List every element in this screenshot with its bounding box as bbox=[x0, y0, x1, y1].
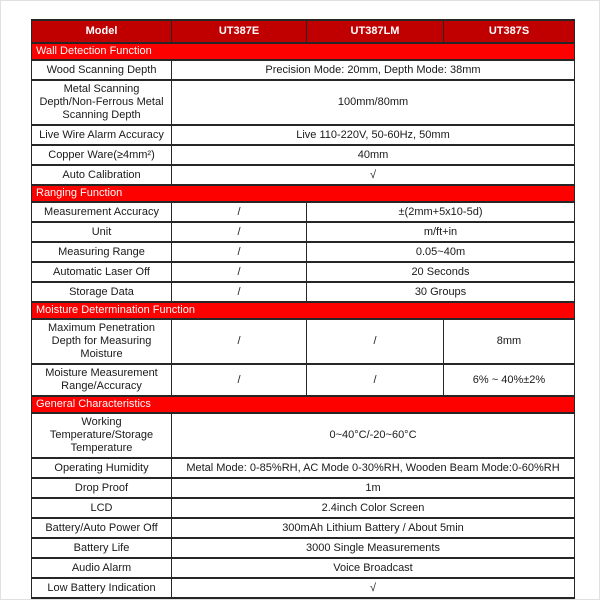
spec-value-cell: Metal Mode: 0-85%RH, AC Mode 0-30%RH, Wooden Beam Mode:0-60%RH bbox=[172, 458, 575, 478]
spec-value-cell: 8mm bbox=[444, 319, 575, 364]
spec-value-cell: / bbox=[172, 202, 307, 222]
spec-value-cell: 30 Groups bbox=[307, 282, 575, 302]
spec-row bbox=[32, 578, 575, 598]
spec-value-cell: / bbox=[172, 222, 307, 242]
spec-value-cell: / bbox=[172, 242, 307, 262]
spec-label-cell: Auto Calibration bbox=[32, 165, 172, 185]
product-column-header: UT387LM bbox=[307, 20, 444, 43]
spec-label-cell: Moisture Measurement Range/Accuracy bbox=[32, 364, 172, 396]
spec-row bbox=[32, 498, 575, 518]
spec-label-cell: Operating Humidity bbox=[32, 458, 172, 478]
section-title: Moisture Determination Function bbox=[32, 302, 575, 319]
spec-label-cell: Automatic Laser Off bbox=[32, 262, 172, 282]
product-column-header: UT387E bbox=[172, 20, 307, 43]
section-header-row bbox=[32, 43, 575, 60]
section-header-row bbox=[32, 185, 575, 202]
spec-row bbox=[32, 558, 575, 578]
spec-value-cell: Voice Broadcast bbox=[172, 558, 575, 578]
spec-row bbox=[32, 478, 575, 498]
section-header-row bbox=[32, 396, 575, 413]
spec-label-cell: Battery Life bbox=[32, 538, 172, 558]
spec-value-cell: 3000 Single Measurements bbox=[172, 538, 575, 558]
spec-comparison-table bbox=[31, 19, 575, 599]
spec-value-cell: / bbox=[172, 282, 307, 302]
spec-row bbox=[32, 518, 575, 538]
spec-value-cell: 6% ~ 40%±2% bbox=[444, 364, 575, 396]
spec-value-cell: 40mm bbox=[172, 145, 575, 165]
spec-value-cell: / bbox=[172, 262, 307, 282]
spec-value-cell: / bbox=[307, 364, 444, 396]
spec-row bbox=[32, 60, 575, 80]
product-column-header: UT387S bbox=[444, 20, 575, 43]
spec-value-cell: 100mm/80mm bbox=[172, 80, 575, 125]
section-header-row bbox=[32, 302, 575, 319]
spec-label-cell: Wood Scanning Depth bbox=[32, 60, 172, 80]
section-title: Wall Detection Function bbox=[32, 43, 575, 60]
spec-row bbox=[32, 222, 575, 242]
spec-label-cell: Working Temperature/Storage Temperature bbox=[32, 413, 172, 458]
spec-value-cell: 300mAh Lithium Battery / About 5min bbox=[172, 518, 575, 538]
spec-value-cell: 1m bbox=[172, 478, 575, 498]
spec-label-cell: Metal Scanning Depth/Non-Ferrous Metal Scanning Depth bbox=[32, 80, 172, 125]
spec-label-cell: Audio Alarm bbox=[32, 558, 172, 578]
model-column-header: Model bbox=[32, 20, 172, 43]
spec-row bbox=[32, 364, 575, 396]
spec-row bbox=[32, 145, 575, 165]
section-title: Ranging Function bbox=[32, 185, 575, 202]
spec-label-cell: Unit bbox=[32, 222, 172, 242]
spec-value-cell: 2.4inch Color Screen bbox=[172, 498, 575, 518]
spec-row bbox=[32, 458, 575, 478]
spec-label-cell: Measurement Accuracy bbox=[32, 202, 172, 222]
spec-value-cell: 0.05~40m bbox=[307, 242, 575, 262]
spec-value-cell: √ bbox=[172, 165, 575, 185]
spec-label-cell: Copper Ware(≥4mm²) bbox=[32, 145, 172, 165]
spec-label-cell: Measuring Range bbox=[32, 242, 172, 262]
spec-label-cell: Drop Proof bbox=[32, 478, 172, 498]
spec-row bbox=[32, 282, 575, 302]
spec-label-cell: LCD bbox=[32, 498, 172, 518]
spec-label-cell: Maximum Penetration Depth for Measuring Moisture bbox=[32, 319, 172, 364]
spec-value-cell: m/ft+in bbox=[307, 222, 575, 242]
spec-label-cell: Low Battery Indication bbox=[32, 578, 172, 598]
spec-value-cell: / bbox=[172, 319, 307, 364]
spec-row bbox=[32, 538, 575, 558]
spec-table-body bbox=[32, 20, 575, 598]
spec-value-cell: / bbox=[307, 319, 444, 364]
spec-row bbox=[32, 319, 575, 364]
spec-label-cell: Storage Data bbox=[32, 282, 172, 302]
spec-value-cell: Live 110-220V, 50-60Hz, 50mm bbox=[172, 125, 575, 145]
spec-value-cell: √ bbox=[172, 578, 575, 598]
spec-value-cell: 20 Seconds bbox=[307, 262, 575, 282]
spec-row bbox=[32, 80, 575, 125]
spec-value-cell: ±(2mm+5x10-5d) bbox=[307, 202, 575, 222]
spec-row bbox=[32, 242, 575, 262]
spec-label-cell: Battery/Auto Power Off bbox=[32, 518, 172, 538]
spec-value-cell: Precision Mode: 20mm, Depth Mode: 38mm bbox=[172, 60, 575, 80]
spec-label-cell: Live Wire Alarm Accuracy bbox=[32, 125, 172, 145]
spec-row bbox=[32, 413, 575, 458]
spec-row bbox=[32, 202, 575, 222]
spec-row bbox=[32, 262, 575, 282]
spec-row bbox=[32, 165, 575, 185]
spec-value-cell: / bbox=[172, 364, 307, 396]
section-title: General Characteristics bbox=[32, 396, 575, 413]
spec-row bbox=[32, 125, 575, 145]
spec-value-cell: 0~40°C/-20~60°C bbox=[172, 413, 575, 458]
model-header-row bbox=[32, 20, 575, 43]
